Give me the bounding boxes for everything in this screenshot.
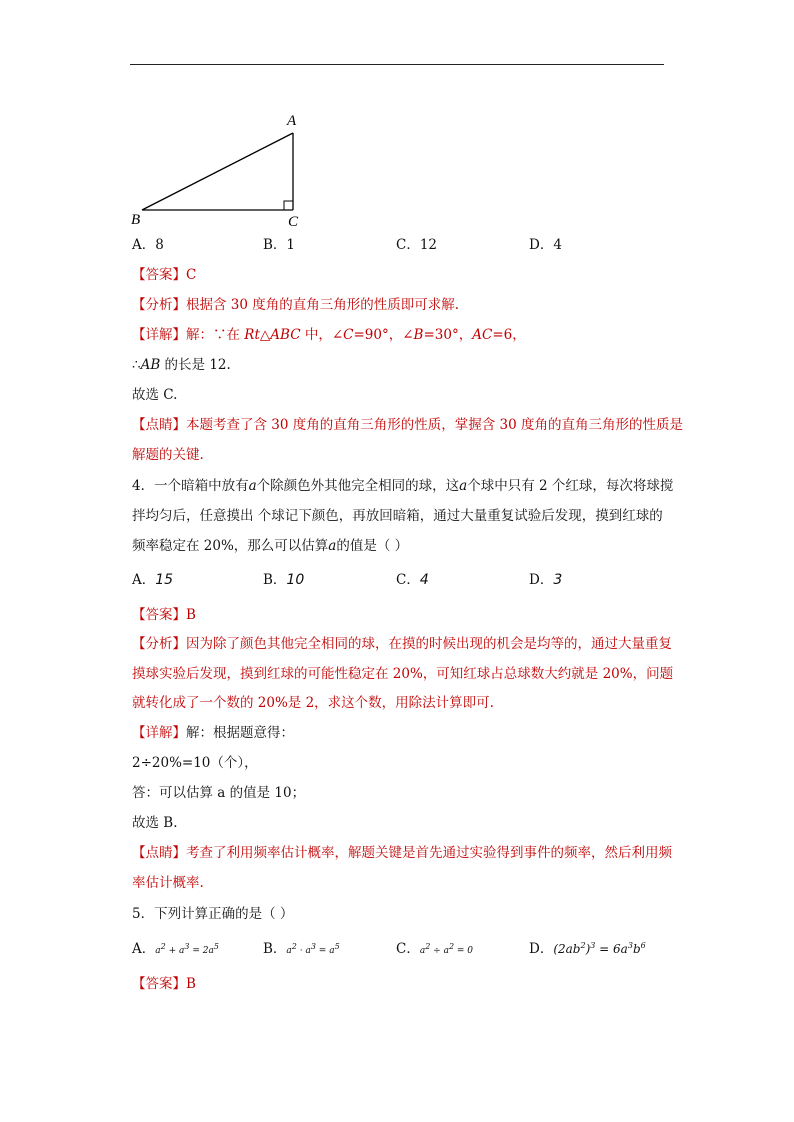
q3-option-b: B．1	[263, 237, 296, 253]
q3-option-c: C．12	[396, 237, 438, 253]
q5-option-c-expr: $a^2 \div a^2 = 0$	[419, 942, 474, 956]
q5-option-b-expr: $a^2 \cdot a^3 = a^5$	[286, 942, 340, 956]
q3-option-a: A．8	[132, 237, 164, 253]
q4-detail: 【详解】解：根据题意得：	[132, 725, 294, 741]
q3-conclusion: ∴AB 的长是 12.	[132, 357, 231, 373]
q3-choose: 故选 C.	[132, 387, 178, 403]
q4-comment-line1: 【点睛】考查了利用频率估计概率，解题关键是首先通过实验得到事件的频率，然后利用频	[132, 845, 672, 861]
q4-option-d: D．3	[529, 572, 563, 588]
q4-answer: 【答案】B	[132, 607, 196, 623]
q5-option-a: A．$a^2 + a^3 = 2a^5$	[132, 941, 219, 957]
q4-reply: 答：可以估算 a 的值是 10；	[132, 785, 306, 801]
q5-answer: 【答案】B	[132, 976, 196, 992]
q5-option-a-expr: $a^2 + a^3 = 2a^5$	[155, 942, 219, 956]
q3-answer: 【答案】C	[132, 267, 197, 283]
q4-analysis-line2: 摸球实验后发现，摸到红球的可能性稳定在 20%，可知红球占总球数大约就是 20%，问题	[132, 666, 674, 682]
q4-option-a: A．15	[132, 572, 174, 588]
q5-option-d: D．$(2ab^2)^3 = 6a^3b^6$	[529, 941, 646, 957]
q5-stem: 5．下列计算正确的是（ ）	[132, 906, 294, 922]
q4-stem-line3: 频率稳定在 20%，那么可以估算a的值是（ ）	[132, 538, 409, 554]
q4-comment-line2: 率估计概率.	[132, 875, 204, 891]
vertex-label-a: A	[287, 113, 297, 129]
vertex-label-c: C	[288, 214, 299, 230]
vertex-label-b: B	[131, 212, 141, 228]
header-rule	[130, 64, 664, 65]
q4-calc: 2÷20%=10（个），	[132, 755, 258, 771]
side-ab	[142, 133, 293, 210]
q5-option-d-expr: $(2ab^2)^3 = 6a^3b^6$	[553, 941, 646, 956]
q5-option-c: C．$a^2 \div a^2 = 0$	[396, 941, 474, 957]
q4-analysis-line3: 就转化成了一个数的 20%是 2，求这个数，用除法计算即可.	[132, 695, 494, 711]
q3-option-d: D．4	[529, 237, 562, 253]
q5-option-b: B．$a^2 \cdot a^3 = a^5$	[263, 941, 340, 957]
q3-comment-line2: 解题的关键.	[132, 447, 204, 463]
q3-analysis: 【分析】根据含 30 度角的直角三角形的性质即可求解.	[132, 297, 460, 313]
q4-option-c: C．4	[396, 572, 429, 588]
q4-stem-line1: 4．一个暗箱中放有a个除颜色外其他完全相同的球，这a个球中只有 2 个红球，每次将球搅	[132, 478, 674, 494]
q3-comment-line1: 【点睛】本题考查了含 30 度角的直角三角形的性质，掌握含 30 度角的直角三角形的性质是	[132, 417, 684, 433]
q4-option-b: B．10	[263, 572, 305, 588]
q4-analysis-line1: 【分析】因为除了颜色其他完全相同的球，在摸的时候出现的机会是均等的，通过大量重复	[132, 636, 672, 652]
q4-stem-line2: 拌均匀后，任意摸出 个球记下颜色，再放回暗箱，通过大量重复试验后发现，摸到红球的	[132, 508, 663, 524]
right-triangle-figure	[125, 108, 315, 232]
q4-choose: 故选 B.	[132, 815, 178, 831]
right-angle-mark	[284, 201, 293, 210]
q3-detail: 【详解】解：∵在 Rt△ABC 中，∠C=90°，∠B=30°，AC=6，	[132, 327, 526, 343]
